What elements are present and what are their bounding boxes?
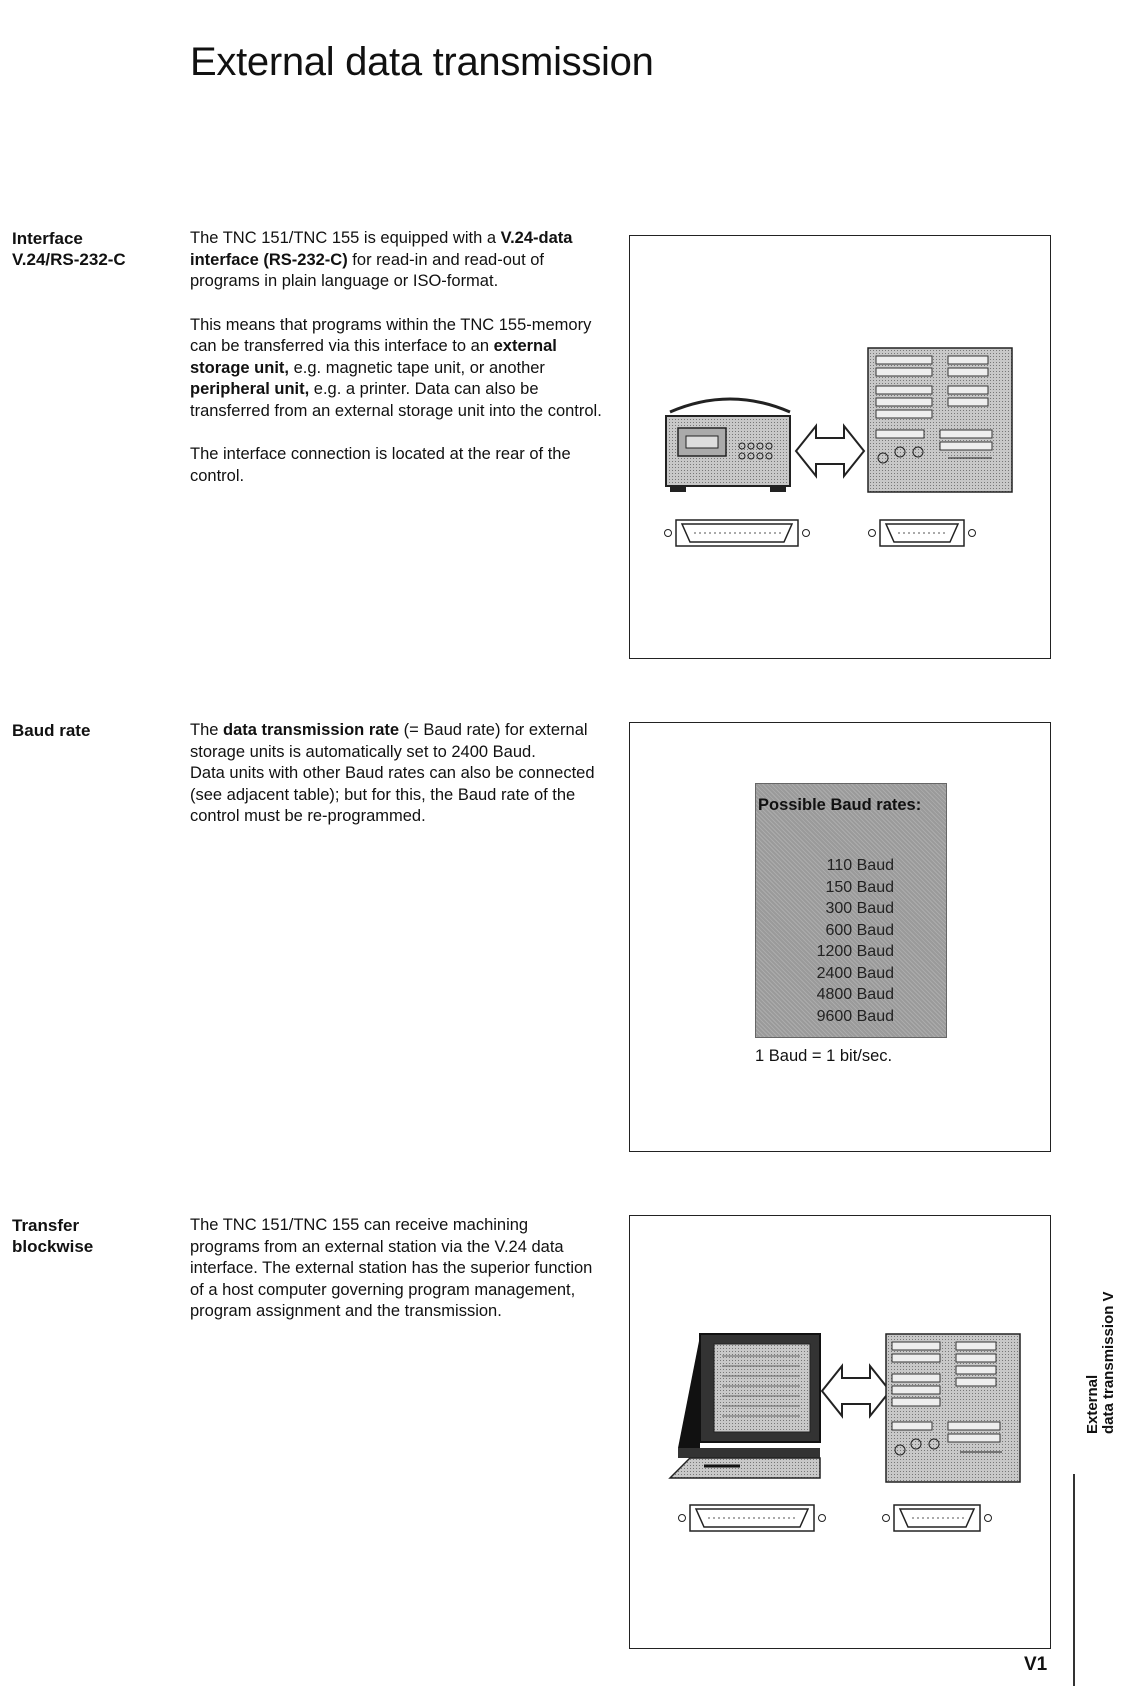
text: for read-in and read-out of programs in plain language or ISO-format. (190, 250, 545, 290)
tape-control-illustration (630, 236, 1050, 658)
text: (= Baud rate) for external storage units is automatically set to 2400 Baud. (190, 721, 588, 761)
text: The TNC 151/TNC 155 is equipped with a (190, 229, 501, 247)
text: e.g. magnetic tape unit, or another (289, 358, 545, 377)
list-item: 600 Baud (825, 921, 894, 939)
connector-15pin-icon (883, 1505, 992, 1531)
list-item: 300 Baud (825, 900, 894, 917)
tape-unit-icon (666, 399, 790, 492)
section-label-transfer-blockwise (12, 1215, 93, 1257)
bidirectional-arrow-icon (796, 426, 864, 476)
computer-terminal-icon (670, 1334, 820, 1478)
paragraph (190, 315, 602, 423)
bold-text: V.24-data interface (RS-232-C) (190, 229, 573, 269)
list-item: 2400 Baud (816, 964, 894, 982)
baud-rate-table (755, 783, 947, 1038)
bold-text: data transmission rate (223, 721, 400, 739)
baud-table-heading: Possible Baud rates: (758, 796, 922, 814)
transfer-blockwise-text (190, 1215, 602, 1345)
text: The (190, 721, 224, 739)
connector-25pin-icon (679, 1505, 826, 1531)
list-item: 110 Baud (826, 857, 894, 874)
list-item: 9600 Baud (816, 1007, 894, 1025)
chapter-side-tab (1085, 1291, 1117, 1434)
label-line: blockwise (12, 1237, 94, 1256)
baud-definition-note: 1 Baud = 1 bit/sec. (755, 1047, 893, 1065)
section-label-baud-rate: Baud rate (12, 721, 91, 740)
interface-text (190, 228, 602, 509)
host-control-illustration (630, 1216, 1050, 1648)
text: e.g. a printer. Data can also be transferred from an external storage unit into the control. (190, 380, 602, 420)
label-line: V.24/RS-232-C (12, 250, 126, 269)
side-tab-rule (1073, 1474, 1075, 1686)
paragraph: The TNC 151/TNC 155 can receive machining programs from an external station via the V.24 data interface. The external station has the superior function of a host computer governing program management, program assignment and the transmission. (190, 1216, 593, 1320)
paragraph (190, 228, 602, 293)
page-title: External data transmission (190, 40, 654, 84)
side-tab-line: data transmission V (1100, 1291, 1117, 1434)
list-item: 1200 Baud (816, 943, 894, 960)
control-panel-icon (868, 348, 1012, 492)
page-number: V1 (1024, 1654, 1048, 1675)
list-item: 4800 Baud (816, 986, 894, 1003)
baud-rate-list (817, 855, 894, 1027)
connector-15pin-icon (869, 520, 976, 546)
figure-host-computer-to-control (629, 1215, 1051, 1649)
control-panel-icon (886, 1334, 1020, 1482)
connector-25pin-icon (665, 520, 810, 546)
text: This means that programs within the TNC 155-memory can be transferred via this interface to an (190, 315, 592, 355)
paragraph: Data units with other Baud rates can also be connected (see adjacent table); but for this, the Baud rate of the control must be re-programmed. (190, 764, 595, 825)
bold-text: peripheral unit, (190, 380, 310, 398)
figure-baud-rate-table (629, 722, 1051, 1152)
bidirectional-arrow-icon (822, 1366, 890, 1416)
section-label-interface (12, 228, 126, 270)
side-tab-line: External (1084, 1374, 1101, 1434)
label-line: Transfer (12, 1216, 80, 1235)
figure-tape-unit-to-control (629, 235, 1051, 659)
bold-text: external storage unit, (190, 337, 557, 377)
list-item: 150 Baud (825, 878, 894, 896)
paragraph: The interface connection is located at the rear of the control. (190, 445, 571, 485)
label-line: Interface (12, 229, 83, 248)
paragraph (190, 720, 602, 763)
baud-rate-text (190, 720, 602, 850)
